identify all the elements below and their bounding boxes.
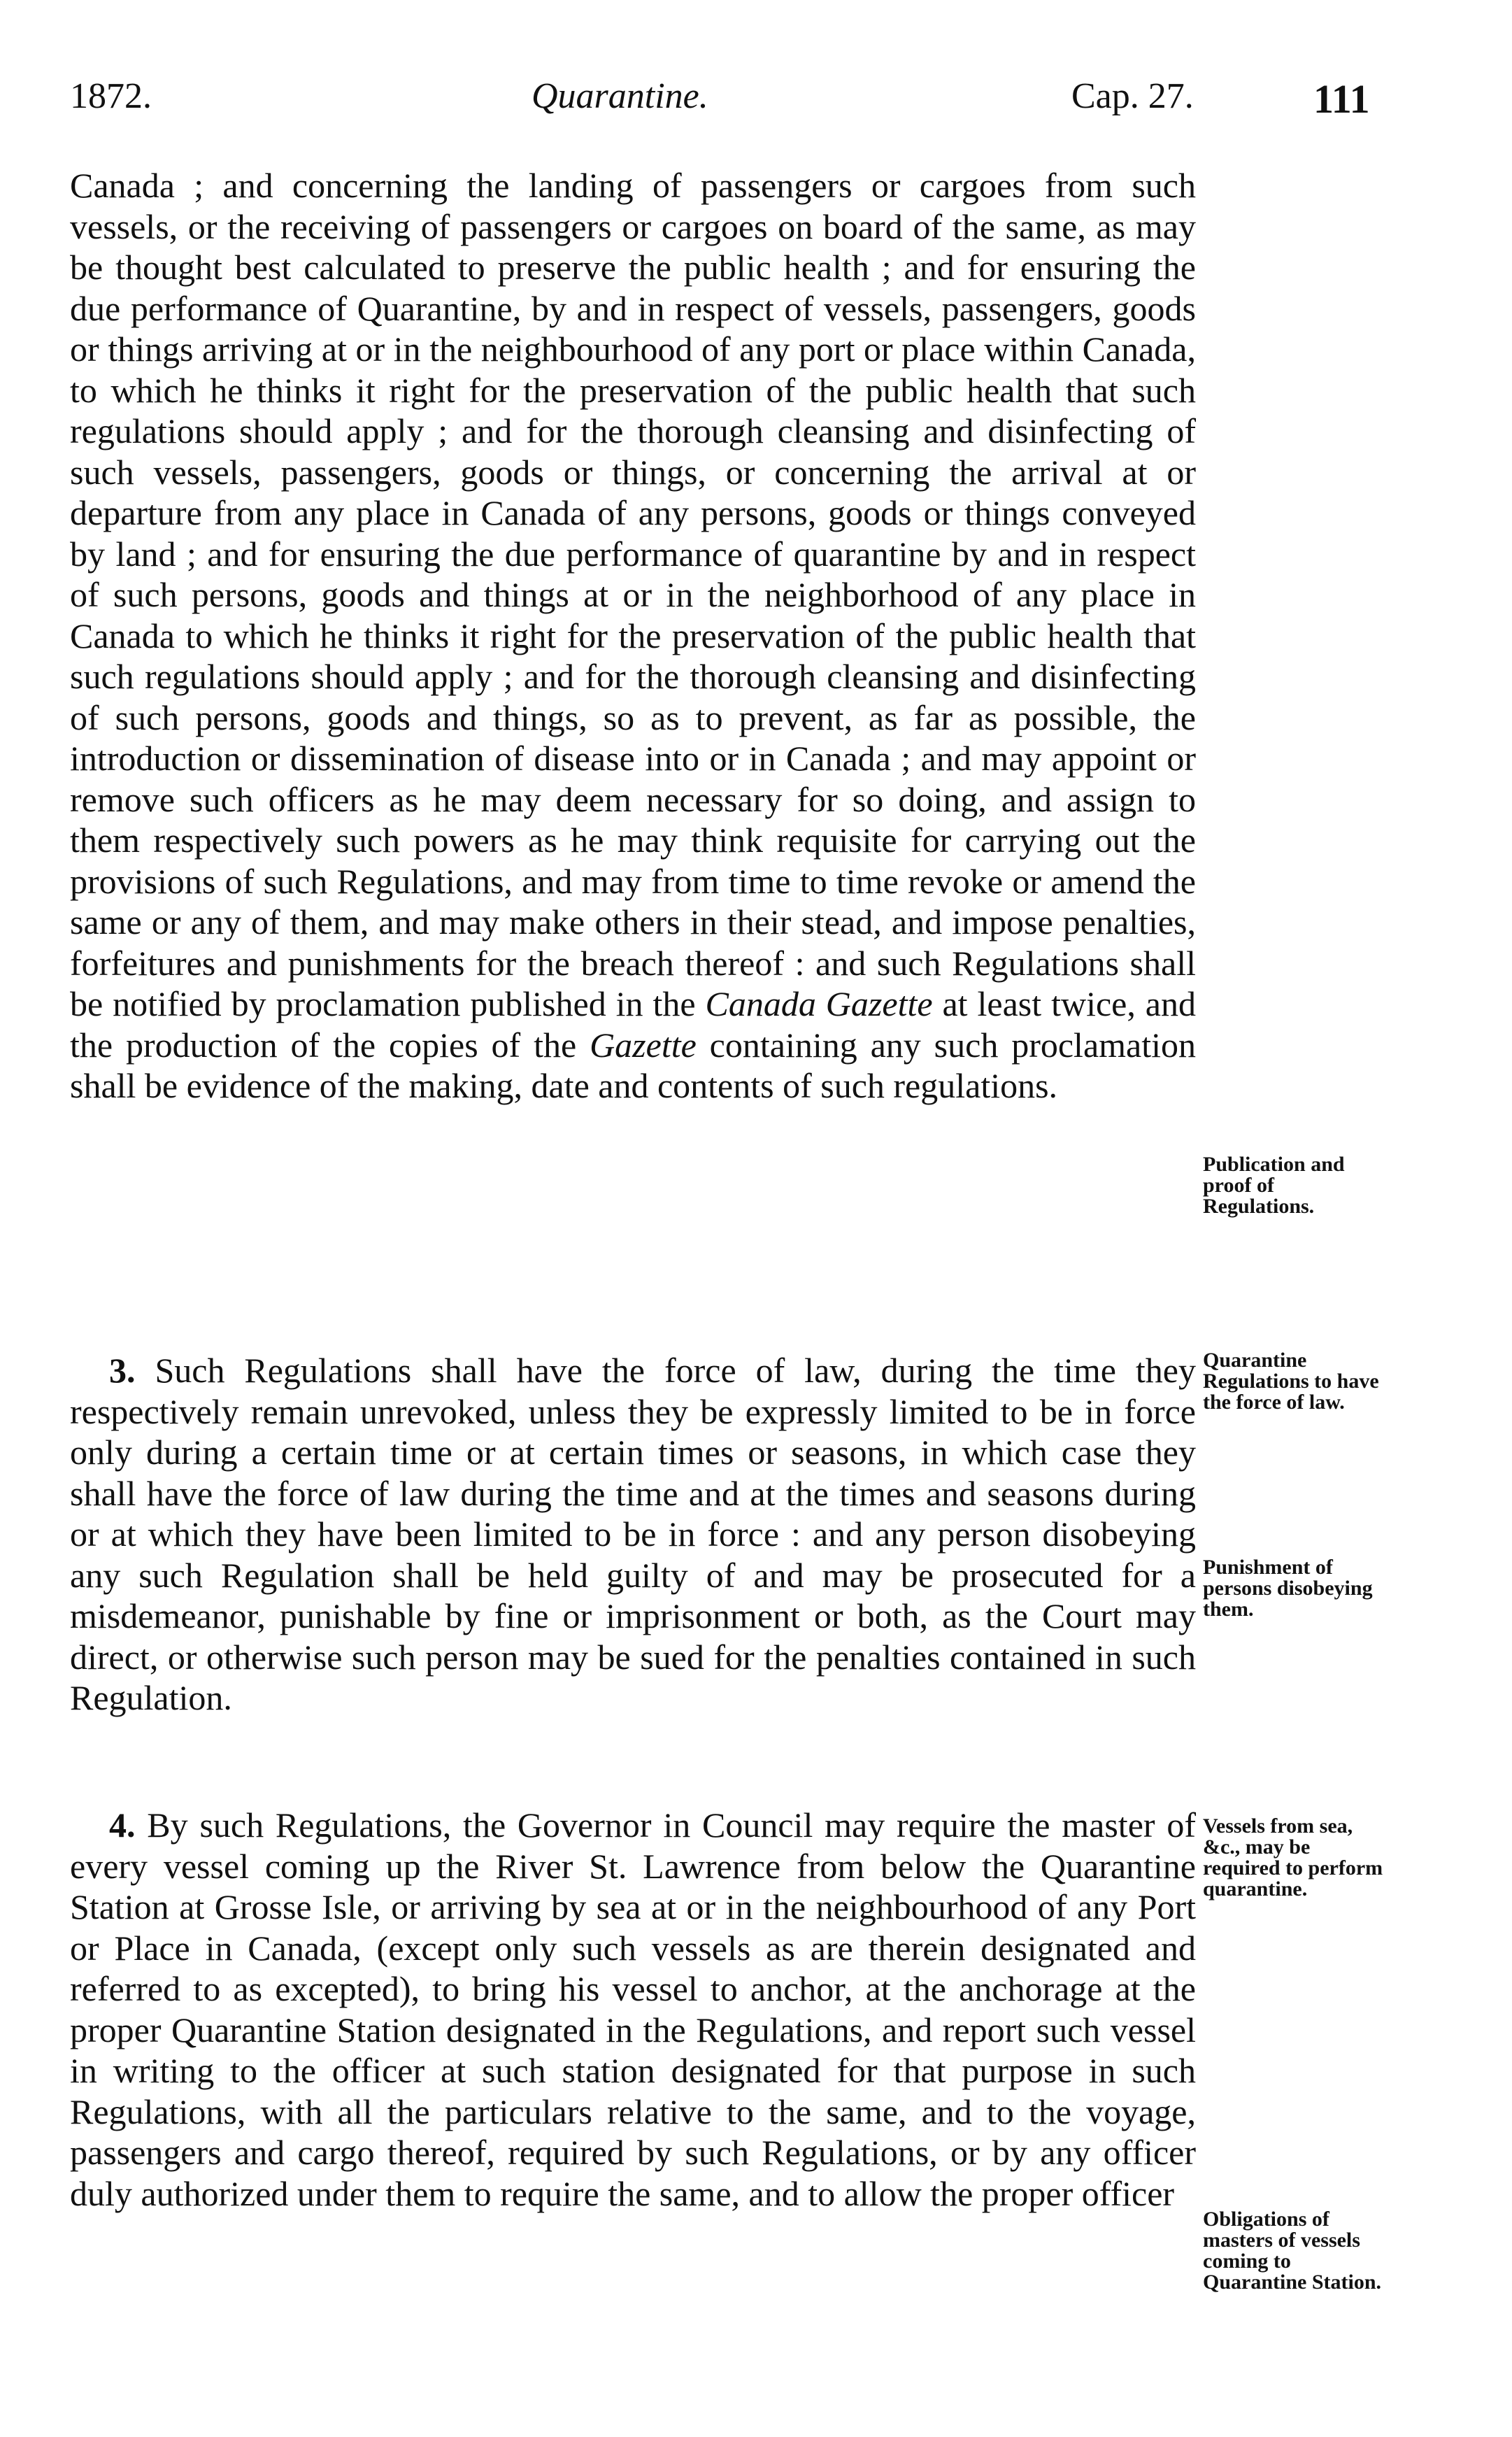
section-text: Such Regulations shall have the force of law, during the time they respectively remain unrevoked, unless they be expressly limited to be in force only during a certain time or at certain times or seasons, in which case they shall have the force of law during the time and at the times and seasons during or at which they have been limited to be in force : and any person disobeying any such Regulation shall be held guilty of and may be prosecuted for a misdemeanor, punishable by fine or imprisonment or both, as the Court may direct, or otherwise such person may be sued for the penalties contained in such Regulation. bbox=[70, 1351, 1196, 1717]
margin-note-force-of-law: Quarantine Regulations to have the force of law. bbox=[1203, 1349, 1379, 1414]
running-header bbox=[70, 76, 1399, 138]
margin-note-publication: Publication and proof of Regulations. bbox=[1203, 1153, 1345, 1218]
section-3 bbox=[70, 1350, 1196, 1719]
margin-note-vessels: Vessels from sea, &c., may be required to perform quarantine. bbox=[1203, 1814, 1383, 1900]
section-number: 3. bbox=[109, 1351, 136, 1390]
page-number: 111 bbox=[1313, 76, 1370, 122]
italic-text: Canada Gazette bbox=[705, 984, 933, 1023]
header-year: 1872. bbox=[70, 76, 152, 116]
margin-note-obligations: Obligations of masters of vessels coming to Quarantine Station. bbox=[1203, 2208, 1382, 2294]
italic-text: Gazette bbox=[590, 1025, 697, 1065]
header-chapter: Cap. 27. bbox=[1071, 76, 1194, 116]
section-text: By such Regulations, the Governor in Council may require the master of every vessel coming up the River St. Lawrence from below the Quarantine Station at Grosse Isle, or arriving by sea at or in the neighbourhood of any Port or Place in Canada, (except only such vessels as are therein designated and referred to as excepted), to bring his vessel to anchor, at the anchorage at the proper Quarantine Station designated in the Regulations, and report such vessel in writing to the officer at such station designated for that purpose in such Regulations, with all the particulars relative to the same, and to the voyage, passengers and cargo thereof, required by such Regulations, or by any officer duly authorized under them to require the same, and to allow the proper officer bbox=[70, 1805, 1196, 2213]
section-4 bbox=[70, 1805, 1196, 2214]
paragraph-text: containing any such proclamation shall be evidence of the making, date and contents of such regulations. bbox=[70, 1025, 1196, 1105]
paragraph-continuation bbox=[70, 165, 1196, 1107]
paragraph-text: at least twice, and the production of the copies of the bbox=[70, 984, 1196, 1065]
paragraph-text: Canada ; and concerning the landing of passengers or cargoes from such vessels, or the receiving of passengers or cargoes on board of the same, as may be thought best calculated to preserve the public health ; and for ensuring the due performance of Quarantine, by and in respect of vessels, passengers, goods or things arriving at or in the neighbourhood of any port or place within Canada, to which he thinks it right for the preservation of the public health that such regulations should apply ; and for the thorough cleansing and disinfecting of such vessels, passengers, goods or things, or concerning the arrival at or departure from any place in Canada of any persons, goods or things conveyed by land ; and for ensuring the due performance of quarantine by and in respect of such persons, goods and things at or in the neighborhood of any place in Canada to which he thinks it right for the preservation of the public health that such regulations should apply ; and for the thorough cleansing and disinfecting of such persons, goods and things, so as to prevent, as far as possible, the introduction or dissemination of disease into or in Canada ; and may appoint or remove such officers as he may deem necessary for so doing, and assign to them respectively such powers as he may think requisite for carrying out the provisions of such Regulations, and may from time to time revoke or amend the same or any of them, and may make others in their stead, and impose penalties, forfeitures and punishments for the breach thereof : and such Regulations shall be notified by proclamation published in the bbox=[70, 166, 1196, 1023]
margin-note-punishment: Punishment of persons disobeying them. bbox=[1203, 1556, 1373, 1621]
header-title: Quarantine. bbox=[532, 76, 708, 116]
section-number: 4. bbox=[109, 1805, 136, 1845]
